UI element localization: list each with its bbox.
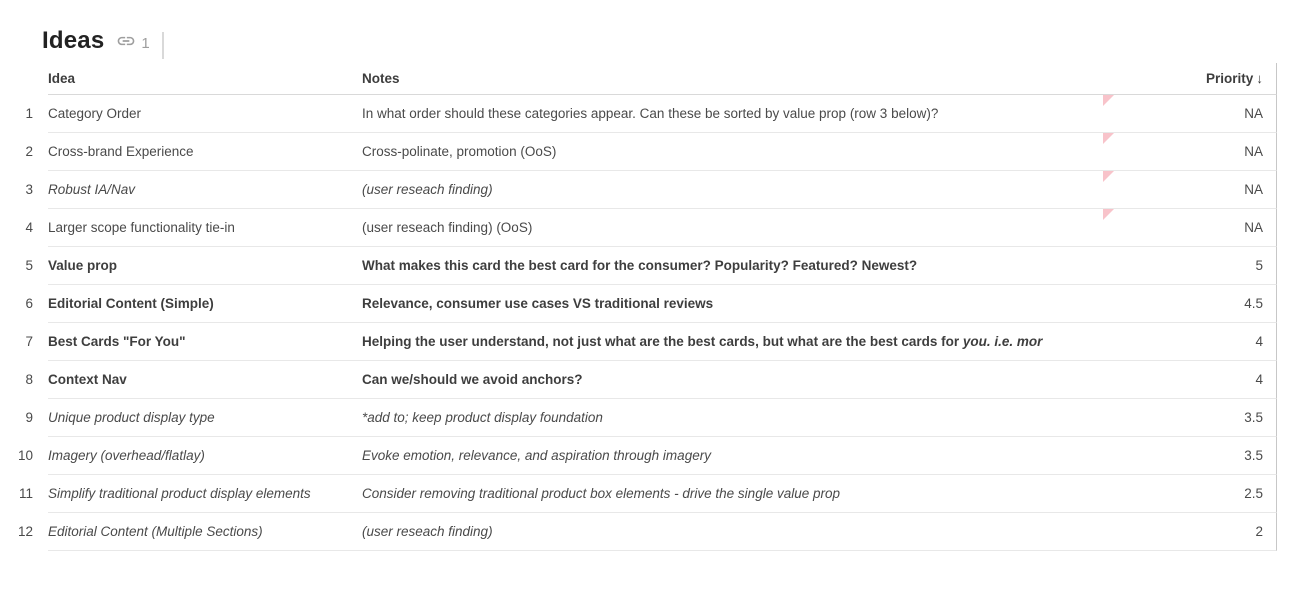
table-row: [0, 323, 1277, 361]
idea-text: Best Cards "For You": [48, 334, 186, 349]
cell-notes[interactable]: [362, 285, 1103, 323]
sort-descending-icon: ↓: [1256, 71, 1263, 86]
cell-priority[interactable]: [1103, 513, 1277, 551]
cell-notes[interactable]: [362, 399, 1103, 437]
row-number[interactable]: 2: [0, 133, 48, 171]
priority-value: 5: [1255, 258, 1263, 273]
row-number[interactable]: 10: [0, 437, 48, 475]
idea-text: Editorial Content (Simple): [48, 296, 214, 311]
idea-text: Robust IA/Nav: [48, 182, 136, 197]
row-number[interactable]: 5: [0, 247, 48, 285]
priority-value: NA: [1244, 220, 1263, 235]
notes-em: you. i.e. mor: [962, 334, 1043, 349]
comment-flag-icon[interactable]: [1103, 95, 1114, 106]
cell-idea[interactable]: [48, 323, 362, 361]
priority-value: NA: [1244, 106, 1263, 121]
table-row: [0, 437, 1277, 475]
cell-idea[interactable]: [48, 399, 362, 437]
link-indicator[interactable]: [116, 31, 149, 56]
cell-idea[interactable]: [48, 285, 362, 323]
column-header-notes-label: Notes: [362, 71, 400, 86]
priority-value: 4: [1255, 372, 1263, 387]
notes-text: Helping the user understand, not just what are the best cards, but what are the best cards for: [362, 334, 963, 349]
notes-text: Consider removing traditional product box elements - drive the single value prop: [362, 486, 841, 501]
cell-idea[interactable]: [48, 171, 362, 209]
cell-idea[interactable]: [48, 513, 362, 551]
table-row: [0, 95, 1277, 133]
row-number[interactable]: 12: [0, 513, 48, 551]
table-header-row: [0, 63, 1277, 95]
notes-text: Can we/should we avoid anchors?: [362, 372, 583, 387]
table-row: [0, 171, 1277, 209]
page-title: Ideas: [42, 27, 105, 54]
cell-notes[interactable]: [362, 209, 1103, 247]
table-row: [0, 247, 1277, 285]
priority-value: 4.5: [1244, 296, 1263, 311]
comment-flag-icon[interactable]: [1103, 209, 1114, 220]
notes-text: Evoke emotion, relevance, and aspiration through imagery: [362, 448, 711, 463]
idea-text: Category Order: [48, 106, 142, 121]
priority-value: 2.5: [1244, 486, 1263, 501]
table-row: [0, 209, 1277, 247]
cell-priority[interactable]: [1103, 209, 1277, 247]
column-header-notes[interactable]: [362, 63, 1103, 95]
table-row: [0, 513, 1277, 551]
idea-text: Simplify traditional product display elements: [48, 486, 311, 501]
cell-notes[interactable]: [362, 437, 1103, 475]
row-number[interactable]: 1: [0, 95, 48, 133]
cell-priority[interactable]: [1103, 171, 1277, 209]
column-header-idea-label: Idea: [48, 71, 76, 86]
notes-text: (user reseach finding): [362, 524, 493, 539]
cell-idea[interactable]: [48, 361, 362, 399]
link-icon: [116, 31, 136, 56]
cell-priority[interactable]: [1103, 285, 1277, 323]
cell-notes[interactable]: [362, 475, 1103, 513]
priority-value: 2: [1255, 524, 1263, 539]
cell-priority[interactable]: [1103, 399, 1277, 437]
ideas-table: [0, 63, 1277, 551]
notes-text: In what order should these categories appear. Can these be sorted by value prop (row 3 below)?: [362, 106, 939, 121]
link-count: 1: [141, 35, 150, 52]
idea-text: Editorial Content (Multiple Sections): [48, 524, 263, 539]
idea-text: Imagery (overhead/flatlay): [48, 448, 205, 463]
table-row: [0, 475, 1277, 513]
cell-notes[interactable]: [362, 171, 1103, 209]
row-number[interactable]: 11: [0, 475, 48, 513]
row-number[interactable]: 4: [0, 209, 48, 247]
comment-flag-icon[interactable]: [1103, 171, 1114, 182]
column-header-priority[interactable]: [1103, 63, 1277, 95]
comment-flag-icon[interactable]: [1103, 133, 1114, 144]
cell-priority[interactable]: [1103, 95, 1277, 133]
title-bar: [0, 0, 1294, 62]
row-number[interactable]: 3: [0, 171, 48, 209]
row-number[interactable]: 8: [0, 361, 48, 399]
priority-value: 3.5: [1244, 410, 1263, 425]
row-number[interactable]: 7: [0, 323, 48, 361]
table-row: [0, 133, 1277, 171]
cell-idea[interactable]: [48, 209, 362, 247]
cell-idea[interactable]: [48, 437, 362, 475]
table-row: [0, 399, 1277, 437]
idea-text: Larger scope functionality tie-in: [48, 220, 235, 235]
cell-idea[interactable]: [48, 247, 362, 285]
idea-text: Value prop: [48, 258, 118, 273]
cell-idea[interactable]: [48, 133, 362, 171]
cell-idea[interactable]: [48, 95, 362, 133]
cell-notes[interactable]: [362, 513, 1103, 551]
notes-text: What makes this card the best card for the consumer? Popularity? Featured? Newest?: [362, 258, 918, 273]
cell-notes[interactable]: [362, 361, 1103, 399]
cell-priority[interactable]: [1103, 361, 1277, 399]
cell-idea[interactable]: [48, 475, 362, 513]
row-number[interactable]: 9: [0, 399, 48, 437]
cell-priority[interactable]: [1103, 247, 1277, 285]
column-header-idea[interactable]: [48, 63, 362, 95]
table-body: [0, 95, 1277, 551]
notes-text: Relevance, consumer use cases VS traditional reviews: [362, 296, 714, 311]
idea-text: Unique product display type: [48, 410, 215, 425]
idea-text: Cross-brand Experience: [48, 144, 194, 159]
notes-text: *add to; keep product display foundation: [362, 410, 603, 425]
cell-notes[interactable]: [362, 133, 1103, 171]
cell-notes[interactable]: [362, 95, 1103, 133]
table-row: [0, 361, 1277, 399]
cell-priority[interactable]: [1103, 437, 1277, 475]
idea-text: Context Nav: [48, 372, 127, 387]
table-row: [0, 285, 1277, 323]
gutter-header: [0, 63, 48, 95]
cell-priority[interactable]: [1103, 323, 1277, 361]
title-divider: [162, 32, 164, 59]
priority-value: NA: [1244, 182, 1263, 197]
priority-value: 4: [1255, 334, 1263, 349]
priority-value: NA: [1244, 144, 1263, 159]
notes-text: Cross-polinate, promotion (OoS): [362, 144, 557, 159]
column-header-priority-label: Priority: [1205, 71, 1254, 86]
cell-notes[interactable]: [362, 247, 1103, 285]
cell-notes[interactable]: [362, 323, 1103, 361]
priority-value: 3.5: [1244, 448, 1263, 463]
notes-text: (user reseach finding) (OoS): [362, 220, 533, 235]
row-number[interactable]: 6: [0, 285, 48, 323]
cell-priority[interactable]: [1103, 475, 1277, 513]
cell-priority[interactable]: [1103, 133, 1277, 171]
notes-text: (user reseach finding): [362, 182, 493, 197]
